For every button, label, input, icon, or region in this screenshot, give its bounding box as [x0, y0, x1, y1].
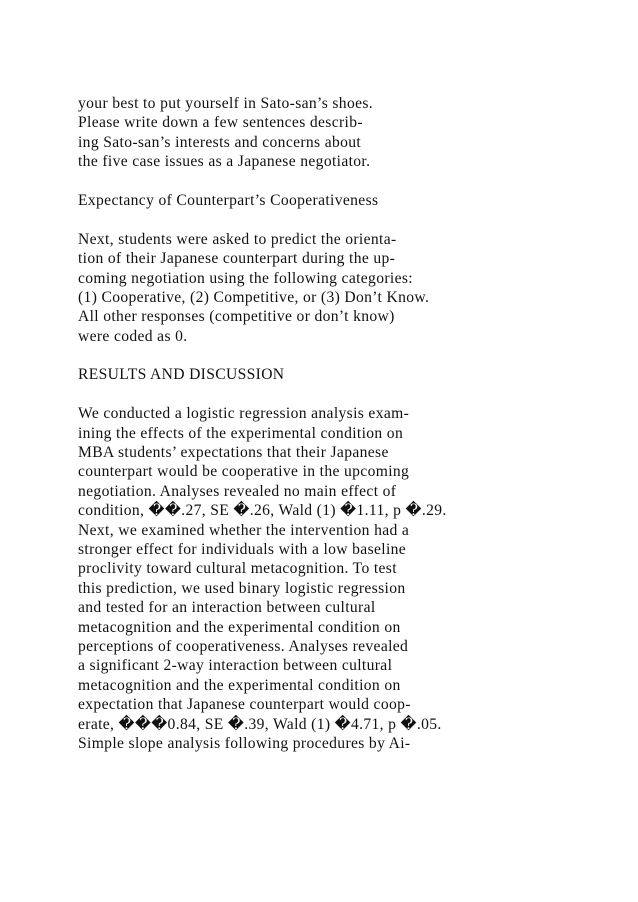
paragraph-gap: [78, 172, 618, 191]
text-line: were coded as 0.: [78, 327, 188, 345]
paragraph-gap: [78, 385, 618, 404]
text-line: coming negotiation using the following categories:: [78, 269, 413, 287]
text-line: stronger effect for individuals with a low baseline: [78, 540, 407, 558]
text-line: (1) Cooperative, (2) Competitive, or (3) Don’t Know.: [78, 288, 430, 306]
text-line: RESULTS AND DISCUSSION: [78, 366, 285, 384]
paragraph-results: [78, 404, 618, 753]
heading-results-and-discussion: [78, 365, 618, 384]
document-text: [78, 94, 618, 753]
paragraph-gap: [78, 346, 618, 365]
text-line: metacognition and the experimental condition on: [78, 676, 401, 694]
text-line: ing Sato-san’s interests and concerns about: [78, 133, 362, 151]
paragraph-expectancy-method: [78, 230, 618, 346]
text-line: the five case issues as a Japanese negotiator.: [78, 153, 371, 171]
paragraph-perspective-taking: [78, 94, 618, 172]
text-line: All other responses (competitive or don’t know): [78, 308, 395, 326]
text-line: your best to put yourself in Sato-san’s shoes.: [78, 95, 374, 112]
text-line: MBA students’ expectations that their Japanese: [78, 444, 389, 462]
text-line: counterpart would be cooperative in the upcoming: [78, 463, 410, 481]
text-line: We conducted a logistic regression analysis exam-: [78, 405, 410, 423]
text-line: a significant 2-way interaction between cultural: [78, 657, 393, 675]
text-line: Next, students were asked to predict the orienta-: [78, 230, 397, 248]
text-line: tion of their Japanese counterpart during the up-: [78, 250, 396, 268]
text-line: condition, ��.27, SE �.26, Wald (1) �1.11, p �.29.: [78, 502, 447, 520]
text-line: negotiation. Analyses revealed no main effect of: [78, 482, 397, 500]
text-line: erate, ���0.84, SE �.39, Wald (1) �4.71, p �.05.: [78, 715, 442, 733]
text-line: Next, we examined whether the intervention had a: [78, 521, 410, 539]
text-line: perceptions of cooperativeness. Analyses revealed: [78, 637, 409, 655]
text-line: this prediction, we used binary logistic regression: [78, 579, 406, 597]
subheading-expectancy: [78, 191, 618, 210]
text-line: Expectancy of Counterpart’s Cooperativeness: [78, 191, 379, 209]
text-line: ining the effects of the experimental condition on: [78, 424, 404, 442]
text-line: and tested for an interaction between cultural: [78, 599, 376, 617]
text-line: metacognition and the experimental condition on: [78, 618, 401, 636]
text-line: expectation that Japanese counterpart would coop-: [78, 696, 411, 714]
text-line: Simple slope analysis following procedures by Ai-: [78, 734, 411, 752]
paragraph-gap: [78, 210, 618, 229]
text-line: Please write down a few sentences describ-: [78, 114, 363, 132]
text-line: proclivity toward cultural metacognition. To test: [78, 560, 397, 578]
